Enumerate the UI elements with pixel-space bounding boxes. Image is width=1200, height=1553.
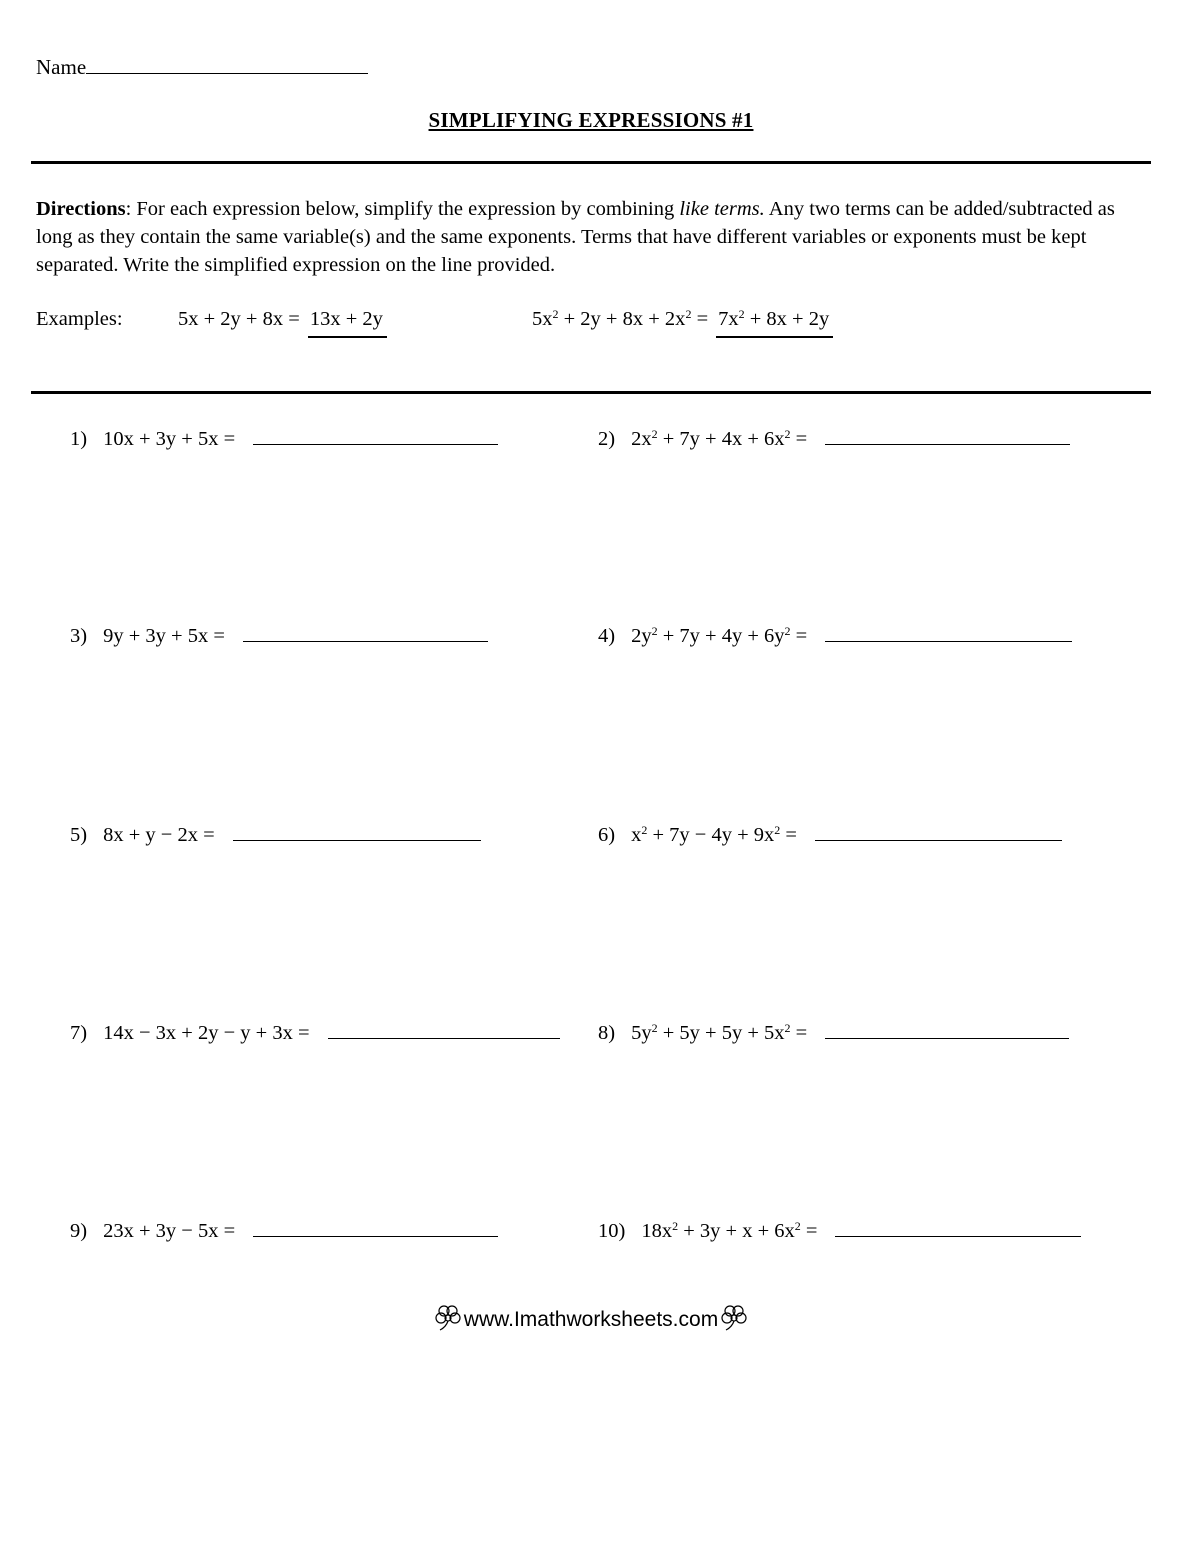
- page-title: SIMPLIFYING EXPRESSIONS #1: [428, 108, 754, 132]
- problem-5: [70, 824, 481, 847]
- example-2-answer: [716, 308, 833, 338]
- footer-url[interactable]: www.Imathworksheets.com: [463, 1308, 719, 1331]
- problem-3: [70, 625, 488, 648]
- problem-number: 10): [598, 1220, 626, 1242]
- problem-number: 1): [70, 428, 88, 450]
- expression-text: 10x + 3y + 5x =: [103, 428, 236, 450]
- name-blank-line[interactable]: [86, 57, 368, 74]
- exponent: 2: [641, 822, 648, 837]
- expression-text: =: [780, 824, 797, 846]
- problem-expression: [103, 625, 225, 647]
- exponent: 2: [784, 623, 791, 638]
- answer-blank[interactable]: [825, 1022, 1069, 1039]
- expression-text: =: [790, 428, 808, 450]
- problem-expression: [631, 625, 807, 647]
- problem-expression: [103, 1220, 235, 1242]
- problem-10: [598, 1220, 1081, 1243]
- example-1-answer: 13x + 2y: [308, 308, 387, 338]
- problem-1: [70, 428, 498, 451]
- exponent: 2: [774, 822, 781, 837]
- example-1-problem: 5x + 2y + 8x =: [178, 308, 300, 330]
- problem-number: 2): [598, 428, 616, 450]
- exponent: 2: [672, 1218, 679, 1233]
- name-label: Name: [36, 55, 87, 79]
- problem-expression: [103, 824, 215, 846]
- problem-7: [70, 1022, 560, 1045]
- answer-blank[interactable]: [328, 1022, 560, 1039]
- answer-blank[interactable]: [233, 824, 481, 841]
- problem-expression: [631, 1022, 807, 1044]
- problem-8: [598, 1022, 1069, 1045]
- answer-blank[interactable]: [243, 625, 488, 642]
- exponent: 2: [685, 306, 692, 321]
- expression-text: 14x − 3x + 2y − y + 3x =: [103, 1022, 310, 1044]
- problem-number: 3): [70, 625, 88, 647]
- problem-9: [70, 1220, 498, 1243]
- expression-text: 2y: [631, 625, 652, 647]
- answer-blank[interactable]: [825, 428, 1070, 445]
- example-1: [178, 308, 387, 338]
- expression-text: =: [790, 625, 808, 647]
- expression-text: =: [800, 1220, 818, 1242]
- expression-text: + 8x + 2y: [744, 308, 830, 330]
- expression-text: x: [631, 824, 642, 846]
- exponent: 2: [784, 426, 791, 441]
- expression-text: 23x + 3y − 5x =: [103, 1220, 236, 1242]
- expression-text: =: [790, 1022, 808, 1044]
- footer: [0, 1302, 1182, 1332]
- expression-text: + 7y + 4y + 6y: [657, 625, 785, 647]
- example-2-problem: [532, 308, 708, 330]
- exponent: 2: [651, 426, 658, 441]
- example-2: [532, 308, 833, 338]
- problem-number: 4): [598, 625, 616, 647]
- problem-number: 7): [70, 1022, 88, 1044]
- examples-label: Examples:: [36, 308, 123, 330]
- problem-expression: [641, 1220, 817, 1242]
- expression-text: + 2y + 8x + 2x: [558, 308, 686, 330]
- exponent: 2: [794, 1218, 801, 1233]
- problem-number: 5): [70, 824, 88, 846]
- name-field: [36, 55, 368, 80]
- directions-italic-term: like terms.: [679, 198, 765, 220]
- problem-expression: [103, 1022, 309, 1044]
- problem-2: [598, 428, 1070, 451]
- problem-expression: [631, 428, 807, 450]
- clover-icon: [432, 1302, 464, 1332]
- directions-label: Directions: [36, 198, 126, 220]
- problem-expression: [631, 824, 797, 846]
- exponent: 2: [552, 306, 559, 321]
- problem-number: 9): [70, 1220, 88, 1242]
- problem-6: [598, 824, 1062, 847]
- examples-divider: [31, 391, 1151, 394]
- exponent: 2: [738, 306, 745, 321]
- expression-text: 5y: [631, 1022, 652, 1044]
- expression-text: 5x: [532, 308, 553, 330]
- expression-text: + 7y − 4y + 9x: [647, 824, 775, 846]
- expression-text: + 5y + 5y + 5x: [657, 1022, 785, 1044]
- exponent: 2: [784, 1020, 791, 1035]
- exponent: 2: [651, 1020, 658, 1035]
- problem-number: 6): [598, 824, 616, 846]
- expression-text: 2x: [631, 428, 652, 450]
- expression-text: =: [691, 308, 709, 330]
- expression-text: + 3y + x + 6x: [678, 1220, 795, 1242]
- directions-paragraph: [36, 195, 1151, 279]
- answer-blank[interactable]: [253, 428, 498, 445]
- directions-text-1: : For each expression below, simplify the expression by combining: [125, 198, 680, 220]
- answer-blank[interactable]: [835, 1220, 1081, 1237]
- problem-expression: [103, 428, 235, 450]
- problem-number: 8): [598, 1022, 616, 1044]
- expression-text: 18x: [641, 1220, 673, 1242]
- expression-text: 9y + 3y + 5x =: [103, 625, 225, 647]
- expression-text: 8x + y − 2x =: [103, 824, 215, 846]
- exponent: 2: [651, 623, 658, 638]
- expression-text: + 7y + 4x + 6x: [657, 428, 785, 450]
- answer-blank[interactable]: [825, 625, 1072, 642]
- answer-blank[interactable]: [815, 824, 1062, 841]
- expression-text: 7x: [718, 308, 739, 330]
- answer-blank[interactable]: [253, 1220, 498, 1237]
- directions-text-2: Any two terms can be added/subtracted as long as they contain the same variable(s) and the same exponents. Terms that have different variables or exponents must be kept separated. Write the simplified expression on the line provided.: [36, 198, 1115, 276]
- clover-icon: [718, 1302, 750, 1332]
- top-divider: [31, 161, 1151, 164]
- problem-4: [598, 625, 1072, 648]
